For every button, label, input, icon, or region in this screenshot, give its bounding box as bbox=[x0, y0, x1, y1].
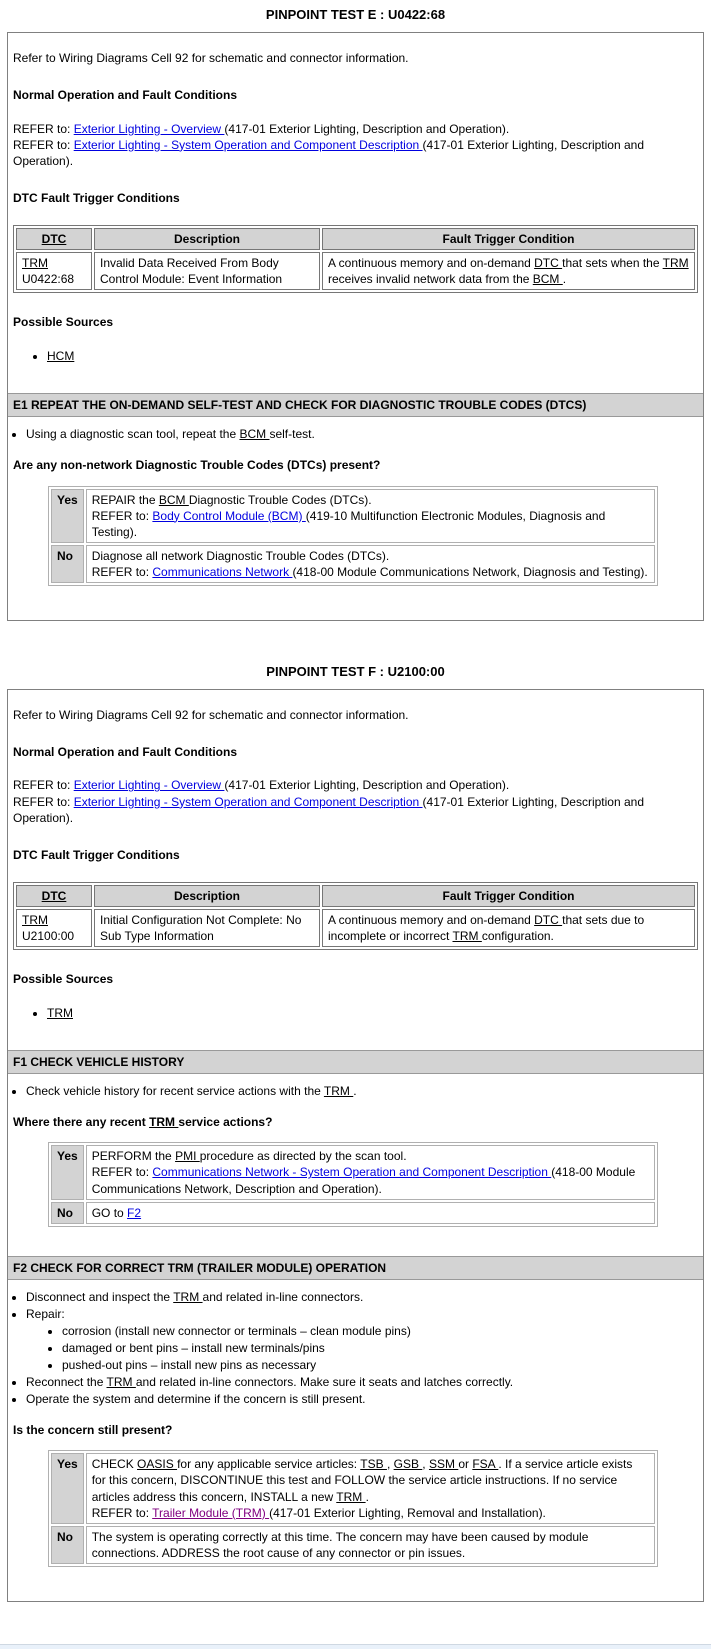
acronym-link[interactable]: DTC bbox=[41, 888, 67, 903]
bullet-item: • Operate the system and determine if the concern is still present. bbox=[26, 1391, 698, 1407]
doc-link[interactable]: Communications Network bbox=[152, 564, 293, 579]
doc-link[interactable]: Body Control Module (BCM) bbox=[152, 508, 306, 523]
doc-link[interactable]: Communications Network - System Operation and Component Description bbox=[152, 1165, 552, 1180]
acronym-link[interactable]: SSM bbox=[428, 1457, 459, 1472]
yes-label-cell: Yes bbox=[51, 489, 84, 543]
refer-links-block bbox=[13, 777, 698, 825]
acronym-link[interactable]: TRM bbox=[149, 1115, 179, 1130]
fault-condition-cell: A continuous memory and on-demand DTC that sets when the TRM receives invalid network data from the BCM . bbox=[322, 252, 695, 290]
description-column-header: Description bbox=[94, 885, 320, 907]
pinpoint-test-title: PINPOINT TEST F : U2100:00 bbox=[266, 663, 445, 679]
dtc-column-header bbox=[16, 885, 92, 907]
refer-line: REFER to: Exterior Lighting - Overview (417-01 Exterior Lighting, Description and Operation). bbox=[13, 778, 510, 793]
normal-operation-heading: Normal Operation and Fault Conditions bbox=[13, 745, 238, 760]
step-instructions-list bbox=[13, 426, 698, 442]
dtc-fault-heading: DTC Fault Trigger Conditions bbox=[13, 190, 180, 205]
acronym-link[interactable]: TRM bbox=[336, 1489, 366, 1504]
possible-sources-list bbox=[13, 1005, 698, 1021]
text-line: Diagnose all network Diagnostic Trouble Codes (DTCs). bbox=[91, 548, 390, 563]
possible-sources-list bbox=[13, 348, 698, 364]
acronym-link[interactable]: DTC bbox=[534, 255, 563, 270]
dtc-code-cell bbox=[16, 909, 92, 947]
acronym-link[interactable]: TRM bbox=[22, 255, 48, 270]
acronym-link[interactable]: TRM bbox=[47, 1006, 73, 1021]
text-line: REFER to: Communications Network - System Operation and Component Description (418-00 Module Communications Network, Description and Operation). bbox=[91, 1165, 636, 1196]
acronym-link[interactable]: OASIS bbox=[137, 1457, 178, 1472]
refer-line: REFER to: Exterior Lighting - Overview (417-01 Exterior Lighting, Description and Operation). bbox=[13, 121, 510, 136]
dtc-header-row bbox=[16, 885, 695, 907]
dtc-column-header bbox=[16, 228, 92, 250]
doc-link[interactable]: Exterior Lighting - Overview bbox=[73, 778, 225, 793]
description-cell: Initial Configuration Not Complete: No Sub Type Information bbox=[94, 909, 320, 947]
bullet-item: • Disconnect and inspect the TRM and related in-line connectors. bbox=[26, 1289, 698, 1305]
decision-question: Is the concern still present? bbox=[13, 1423, 173, 1438]
decision-question: Where there any recent TRM service actions? bbox=[13, 1115, 273, 1130]
no-action-cell bbox=[86, 1202, 655, 1224]
no-label-cell: No bbox=[51, 1202, 84, 1224]
step-body-f2 bbox=[8, 1289, 703, 1567]
fault-condition-cell: A continuous memory and on-demand DTC that sets due to incomplete or incorrect TRM configuration. bbox=[322, 909, 695, 947]
acronym-link[interactable]: GSB bbox=[393, 1457, 423, 1472]
acronym-link[interactable]: TSB bbox=[360, 1457, 387, 1472]
step-header-f1: F1 CHECK VEHICLE HISTORY bbox=[8, 1050, 703, 1074]
bullet-item bbox=[47, 348, 698, 364]
no-action-cell bbox=[86, 1526, 655, 1564]
acronym-link[interactable]: DTC bbox=[41, 231, 67, 246]
step-header-e1: E1 REPEAT THE ON-DEMAND SELF-TEST AND CHECK FOR DIAGNOSTIC TROUBLE CODES (DTCS) bbox=[8, 393, 703, 417]
step-instructions-list bbox=[13, 1289, 698, 1408]
acronym-link[interactable]: PMI bbox=[175, 1149, 200, 1164]
dtc-header-row bbox=[16, 228, 695, 250]
bullet-item: • Repair: • corrosion (install new connector or terminals – clean module pins) • damaged or bent pins – install new terminals/pins • pushed-out pins – install new pins as necessary bbox=[26, 1306, 698, 1373]
acronym-link[interactable]: TRM bbox=[452, 928, 482, 943]
no-label-cell: No bbox=[51, 1526, 84, 1564]
refer-links-block bbox=[13, 121, 698, 169]
text-line: GO to F2 bbox=[91, 1205, 142, 1220]
text-line bbox=[22, 255, 86, 271]
yes-row bbox=[51, 1453, 655, 1523]
dtc-fault-heading: DTC Fault Trigger Conditions bbox=[13, 847, 180, 862]
dtc-table bbox=[13, 882, 698, 950]
no-action-cell bbox=[86, 545, 655, 583]
yes-label-cell: Yes bbox=[51, 1145, 84, 1199]
dtc-table-wrap bbox=[13, 225, 698, 293]
dtc-data-row bbox=[16, 909, 695, 947]
yes-row bbox=[51, 489, 655, 543]
description-cell: Invalid Data Received From Body Control Module: Event Information bbox=[94, 252, 320, 290]
refer-line: REFER to: Exterior Lighting - System Operation and Component Description (417-01 Exterior Lighting, Description and Operation). bbox=[13, 794, 644, 825]
dtc-data-row bbox=[16, 252, 695, 290]
pinpoint-test-section-f bbox=[0, 663, 711, 1602]
acronym-link[interactable]: DTC bbox=[534, 912, 563, 927]
decision-table bbox=[48, 1142, 658, 1226]
wiring-diagrams-note: Refer to Wiring Diagrams Cell 92 for schematic and connector information. bbox=[13, 51, 409, 66]
yes-label-cell: Yes bbox=[51, 1453, 84, 1523]
sub-bullet-item: • pushed-out pins – install new pins as necessary bbox=[62, 1357, 698, 1373]
bullet-item: • Reconnect the TRM and related in-line connectors. Make sure it seats and latches correctly. bbox=[26, 1374, 698, 1390]
acronym-link[interactable]: TRM bbox=[323, 1084, 354, 1099]
acronym-link[interactable]: TRM bbox=[173, 1289, 203, 1304]
text-line: REFER to: Body Control Module (BCM) (419-10 Multifunction Electronic Modules, Diagnosis and Testing). bbox=[91, 508, 606, 539]
text-line: U0422:68 bbox=[22, 272, 75, 287]
text-line: REFER to: Communications Network (418-00 Module Communications Network, Diagnosis and Testing). bbox=[91, 564, 648, 579]
doc-link[interactable]: F2 bbox=[127, 1205, 142, 1220]
decision-table bbox=[48, 486, 658, 586]
viewport-bottom-strip bbox=[0, 1644, 711, 1649]
yes-action-cell bbox=[86, 489, 655, 543]
pinpoint-test-box bbox=[7, 32, 704, 620]
text-line: PERFORM the PMI procedure as directed by the scan tool. bbox=[91, 1149, 407, 1164]
acronym-link[interactable]: BCM bbox=[532, 272, 563, 287]
pinpoint-test-box bbox=[7, 689, 704, 1602]
no-label-cell: No bbox=[51, 545, 84, 583]
dtc-code-cell bbox=[16, 252, 92, 290]
doc-link[interactable]: Trailer Module (TRM) bbox=[152, 1505, 270, 1520]
sub-bullet-list bbox=[26, 1323, 698, 1373]
bullet-item bbox=[47, 1005, 698, 1021]
text-line: REPAIR the BCM Diagnostic Trouble Codes (DTCs). bbox=[91, 492, 372, 507]
acronym-link[interactable]: TRM bbox=[662, 255, 689, 270]
pinpoint-test-section-e bbox=[0, 6, 711, 621]
step-instructions-list bbox=[13, 1083, 698, 1099]
yes-action-cell bbox=[86, 1453, 655, 1523]
dtc-table-wrap bbox=[13, 882, 698, 950]
decision-table bbox=[48, 1450, 658, 1566]
bullet-item: • Using a diagnostic scan tool, repeat the BCM self-test. bbox=[26, 426, 698, 442]
sub-bullet-item: • corrosion (install new connector or terminals – clean module pins) bbox=[62, 1323, 698, 1339]
acronym-link[interactable]: TRM bbox=[106, 1375, 136, 1390]
fault-column-header: Fault Trigger Condition bbox=[322, 228, 695, 250]
sub-bullet-item: • damaged or bent pins – install new terminals/pins bbox=[62, 1340, 698, 1356]
text-line: U2100:00 bbox=[22, 928, 75, 943]
doc-link[interactable]: Exterior Lighting - System Operation and Component Description bbox=[73, 137, 423, 152]
step-body-f1 bbox=[8, 1083, 703, 1226]
text-line: The system is operating correctly at this time. The concern may have been caused by module connections. ADDRESS the root cause of any connector or pin issues. bbox=[91, 1529, 589, 1560]
decision-question: Are any non-network Diagnostic Trouble Codes (DTCs) present? bbox=[13, 458, 381, 473]
text-line: CHECK OASIS for any applicable service articles: TSB , GSB , SSM or FSA . If a service article exists for this concern, DISCONTINUE this test and FOLLOW the service article instructions. If no service articles address this concern, INSTALL a new TRM . bbox=[91, 1457, 633, 1504]
no-row bbox=[51, 545, 655, 583]
doc-link[interactable]: Exterior Lighting - System Operation and Component Description bbox=[73, 794, 423, 809]
acronym-link[interactable]: HCM bbox=[47, 349, 75, 364]
fault-column-header: Fault Trigger Condition bbox=[322, 885, 695, 907]
no-row bbox=[51, 1526, 655, 1564]
refer-line: REFER to: Exterior Lighting - System Operation and Component Description (417-01 Exterior Lighting, Description and Operation). bbox=[13, 137, 644, 168]
step-body-e1 bbox=[8, 426, 703, 586]
description-column-header: Description bbox=[94, 228, 320, 250]
step-f2 bbox=[8, 1256, 703, 1567]
dtc-table bbox=[13, 225, 698, 293]
step-header-f2: F2 CHECK FOR CORRECT TRM (TRAILER MODULE) OPERATION bbox=[8, 1256, 703, 1280]
possible-sources-heading: Possible Sources bbox=[13, 315, 114, 330]
pinpoint-test-title: PINPOINT TEST E : U0422:68 bbox=[265, 7, 446, 22]
possible-sources-heading: Possible Sources bbox=[13, 972, 114, 986]
acronym-link[interactable]: BCM bbox=[158, 492, 189, 507]
acronym-link[interactable]: TRM bbox=[22, 912, 48, 927]
acronym-link[interactable]: FSA bbox=[472, 1457, 499, 1472]
doc-link[interactable]: Exterior Lighting - Overview bbox=[73, 121, 225, 136]
text-line bbox=[22, 912, 86, 928]
wiring-diagrams-note: Refer to Wiring Diagrams Cell 92 for schematic and connector information. bbox=[13, 708, 409, 723]
text-line: REFER to: Trailer Module (TRM) (417-01 Exterior Lighting, Removal and Installation). bbox=[91, 1505, 546, 1520]
step-f1 bbox=[8, 1050, 703, 1227]
normal-operation-heading: Normal Operation and Fault Conditions bbox=[13, 88, 238, 103]
acronym-link[interactable]: BCM bbox=[239, 427, 270, 442]
bullet-item: • Check vehicle history for recent service actions with the TRM . bbox=[26, 1083, 698, 1099]
yes-row bbox=[51, 1145, 655, 1199]
no-row bbox=[51, 1202, 655, 1224]
step-e1 bbox=[8, 393, 703, 586]
yes-action-cell bbox=[86, 1145, 655, 1199]
